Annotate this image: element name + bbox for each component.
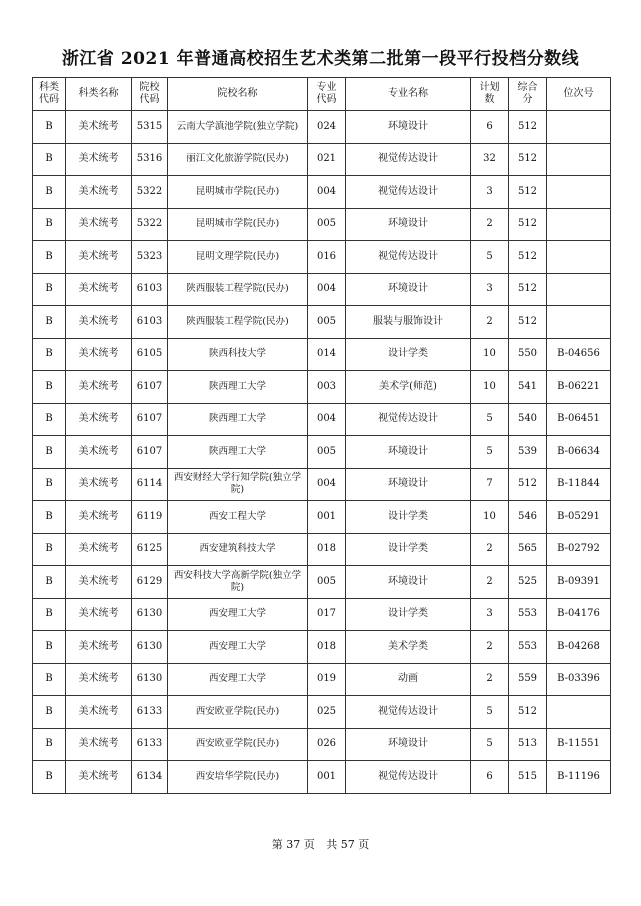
col-plan-count-cell: 2 bbox=[471, 533, 509, 566]
col-score-cell: 512 bbox=[509, 696, 547, 729]
col-category-name-cell: 美术统考 bbox=[66, 566, 132, 599]
col-plan-count-cell: 5 bbox=[471, 696, 509, 729]
table-row bbox=[33, 501, 611, 534]
col-school-name-cell: 丽江文化旅游学院(民办) bbox=[168, 143, 308, 176]
col-school-code-cell: 6103 bbox=[132, 273, 168, 306]
col-plan-count-cell: 32 bbox=[471, 143, 509, 176]
col-score-cell: 550 bbox=[509, 338, 547, 371]
col-score-cell: 512 bbox=[509, 468, 547, 501]
col-rank-cell: B-06221 bbox=[547, 371, 611, 404]
col-rank-cell: B-06451 bbox=[547, 403, 611, 436]
table-row bbox=[33, 241, 611, 274]
col-major-name-cell: 视觉传达设计 bbox=[346, 761, 471, 794]
col-category-code-cell: B bbox=[33, 338, 66, 371]
col-category-name-cell: 美术统考 bbox=[66, 241, 132, 274]
col-school-name-cell: 西安建筑科技大学 bbox=[168, 533, 308, 566]
col-plan-count-cell: 5 bbox=[471, 436, 509, 469]
col-score-cell: 553 bbox=[509, 598, 547, 631]
header-col-major-code: 专业 代码 bbox=[308, 78, 346, 111]
col-category-name-cell: 美术统考 bbox=[66, 403, 132, 436]
col-major-code-cell: 005 bbox=[308, 306, 346, 339]
col-major-code-cell: 004 bbox=[308, 176, 346, 209]
col-school-code-cell: 6133 bbox=[132, 696, 168, 729]
col-category-name-cell: 美术统考 bbox=[66, 761, 132, 794]
col-category-code-cell: B bbox=[33, 143, 66, 176]
table-row bbox=[33, 566, 611, 599]
col-plan-count-cell: 2 bbox=[471, 663, 509, 696]
col-school-name-cell: 陕西理工大学 bbox=[168, 371, 308, 404]
col-rank-cell: B-05291 bbox=[547, 501, 611, 534]
col-school-name-cell: 陕西理工大学 bbox=[168, 436, 308, 469]
col-school-code-cell: 6107 bbox=[132, 403, 168, 436]
table-row bbox=[33, 111, 611, 144]
col-rank-cell: B-09391 bbox=[547, 566, 611, 599]
col-school-name-cell: 西安理工大学 bbox=[168, 663, 308, 696]
col-score-cell: 539 bbox=[509, 436, 547, 469]
col-major-name-cell: 美术学(师范) bbox=[346, 371, 471, 404]
col-category-code-cell: B bbox=[33, 468, 66, 501]
table-row bbox=[33, 403, 611, 436]
col-major-name-cell: 环境设计 bbox=[346, 468, 471, 501]
col-category-code-cell: B bbox=[33, 598, 66, 631]
table-row bbox=[33, 631, 611, 664]
col-plan-count-cell: 3 bbox=[471, 273, 509, 306]
table-row bbox=[33, 338, 611, 371]
col-major-code-cell: 004 bbox=[308, 273, 346, 306]
col-school-code-cell: 6114 bbox=[132, 468, 168, 501]
col-plan-count-cell: 3 bbox=[471, 598, 509, 631]
col-category-code-cell: B bbox=[33, 761, 66, 794]
col-school-name-cell: 陕西科技大学 bbox=[168, 338, 308, 371]
col-major-code-cell: 018 bbox=[308, 533, 346, 566]
col-category-code-cell: B bbox=[33, 566, 66, 599]
col-category-name-cell: 美术统考 bbox=[66, 306, 132, 339]
col-rank-cell: B-04176 bbox=[547, 598, 611, 631]
col-major-code-cell: 017 bbox=[308, 598, 346, 631]
admission-score-table bbox=[32, 77, 611, 794]
col-plan-count-cell: 6 bbox=[471, 761, 509, 794]
col-category-code-cell: B bbox=[33, 501, 66, 534]
col-score-cell: 512 bbox=[509, 273, 547, 306]
col-school-code-cell: 5322 bbox=[132, 208, 168, 241]
col-major-code-cell: 019 bbox=[308, 663, 346, 696]
table-row bbox=[33, 761, 611, 794]
col-category-code-cell: B bbox=[33, 663, 66, 696]
col-score-cell: 512 bbox=[509, 241, 547, 274]
col-rank-cell bbox=[547, 143, 611, 176]
col-major-code-cell: 005 bbox=[308, 566, 346, 599]
col-rank-cell: B-02792 bbox=[547, 533, 611, 566]
col-category-name-cell: 美术统考 bbox=[66, 273, 132, 306]
col-category-code-cell: B bbox=[33, 728, 66, 761]
col-category-code-cell: B bbox=[33, 533, 66, 566]
col-category-code-cell: B bbox=[33, 306, 66, 339]
col-category-name-cell: 美术统考 bbox=[66, 598, 132, 631]
col-school-name-cell: 昆明城市学院(民办) bbox=[168, 176, 308, 209]
col-major-name-cell: 环境设计 bbox=[346, 728, 471, 761]
col-school-code-cell: 6107 bbox=[132, 371, 168, 404]
col-school-code-cell: 6103 bbox=[132, 306, 168, 339]
col-school-code-cell: 6129 bbox=[132, 566, 168, 599]
col-category-code-cell: B bbox=[33, 176, 66, 209]
col-plan-count-cell: 3 bbox=[471, 176, 509, 209]
table-body bbox=[33, 111, 611, 794]
col-category-name-cell: 美术统考 bbox=[66, 371, 132, 404]
col-score-cell: 553 bbox=[509, 631, 547, 664]
table-row bbox=[33, 663, 611, 696]
table-row bbox=[33, 306, 611, 339]
col-score-cell: 512 bbox=[509, 111, 547, 144]
col-plan-count-cell: 2 bbox=[471, 306, 509, 339]
col-score-cell: 515 bbox=[509, 761, 547, 794]
col-category-name-cell: 美术统考 bbox=[66, 143, 132, 176]
col-major-name-cell: 环境设计 bbox=[346, 436, 471, 469]
col-category-name-cell: 美术统考 bbox=[66, 208, 132, 241]
col-school-name-cell: 西安培华学院(民办) bbox=[168, 761, 308, 794]
col-school-name-cell: 陕西服装工程学院(民办) bbox=[168, 306, 308, 339]
col-category-code-cell: B bbox=[33, 436, 66, 469]
col-rank-cell bbox=[547, 111, 611, 144]
col-score-cell: 512 bbox=[509, 176, 547, 209]
col-school-code-cell: 5316 bbox=[132, 143, 168, 176]
col-rank-cell: B-11844 bbox=[547, 468, 611, 501]
col-school-name-cell: 昆明城市学院(民办) bbox=[168, 208, 308, 241]
col-plan-count-cell: 2 bbox=[471, 208, 509, 241]
col-major-name-cell: 服装与服饰设计 bbox=[346, 306, 471, 339]
col-school-code-cell: 6133 bbox=[132, 728, 168, 761]
col-school-name-cell: 陕西理工大学 bbox=[168, 403, 308, 436]
col-school-code-cell: 6107 bbox=[132, 436, 168, 469]
col-major-code-cell: 018 bbox=[308, 631, 346, 664]
col-plan-count-cell: 6 bbox=[471, 111, 509, 144]
col-rank-cell bbox=[547, 176, 611, 209]
col-school-name-cell: 云南大学滇池学院(独立学院) bbox=[168, 111, 308, 144]
table-row bbox=[33, 143, 611, 176]
col-school-name-cell: 陕西服装工程学院(民办) bbox=[168, 273, 308, 306]
page-footer bbox=[0, 836, 641, 852]
col-score-cell: 525 bbox=[509, 566, 547, 599]
col-major-name-cell: 设计学类 bbox=[346, 533, 471, 566]
col-school-name-cell: 西安欧亚学院(民办) bbox=[168, 728, 308, 761]
table-row bbox=[33, 468, 611, 501]
col-score-cell: 565 bbox=[509, 533, 547, 566]
col-school-name-cell: 西安理工大学 bbox=[168, 631, 308, 664]
col-rank-cell bbox=[547, 241, 611, 274]
col-plan-count-cell: 10 bbox=[471, 338, 509, 371]
col-school-code-cell: 5322 bbox=[132, 176, 168, 209]
col-category-code-cell: B bbox=[33, 111, 66, 144]
col-major-code-cell: 021 bbox=[308, 143, 346, 176]
col-score-cell: 513 bbox=[509, 728, 547, 761]
col-rank-cell bbox=[547, 306, 611, 339]
table-row bbox=[33, 533, 611, 566]
col-major-name-cell: 设计学类 bbox=[346, 598, 471, 631]
col-major-name-cell: 动画 bbox=[346, 663, 471, 696]
col-plan-count-cell: 5 bbox=[471, 241, 509, 274]
col-rank-cell: B-11551 bbox=[547, 728, 611, 761]
col-school-code-cell: 5315 bbox=[132, 111, 168, 144]
header-col-major-name: 专业名称 bbox=[346, 78, 471, 111]
table-header-row bbox=[33, 78, 611, 111]
col-school-name-cell: 西安科技大学高新学院(独立学院) bbox=[168, 566, 308, 599]
col-school-name-cell: 西安工程大学 bbox=[168, 501, 308, 534]
col-category-code-cell: B bbox=[33, 208, 66, 241]
col-school-name-cell: 西安财经大学行知学院(独立学院) bbox=[168, 468, 308, 501]
page-total: 共 57 页 bbox=[326, 838, 370, 851]
col-major-name-cell: 视觉传达设计 bbox=[346, 143, 471, 176]
col-score-cell: 512 bbox=[509, 306, 547, 339]
col-major-code-cell: 025 bbox=[308, 696, 346, 729]
col-major-code-cell: 026 bbox=[308, 728, 346, 761]
col-category-name-cell: 美术统考 bbox=[66, 663, 132, 696]
col-major-code-cell: 014 bbox=[308, 338, 346, 371]
col-plan-count-cell: 5 bbox=[471, 728, 509, 761]
col-rank-cell: B-04268 bbox=[547, 631, 611, 664]
col-plan-count-cell: 2 bbox=[471, 566, 509, 599]
col-score-cell: 541 bbox=[509, 371, 547, 404]
header-col-category-code: 科类 代码 bbox=[33, 78, 66, 111]
col-school-code-cell: 6105 bbox=[132, 338, 168, 371]
col-plan-count-cell: 5 bbox=[471, 403, 509, 436]
col-rank-cell bbox=[547, 696, 611, 729]
col-rank-cell bbox=[547, 273, 611, 306]
col-category-code-cell: B bbox=[33, 273, 66, 306]
col-major-code-cell: 004 bbox=[308, 403, 346, 436]
col-major-code-cell: 016 bbox=[308, 241, 346, 274]
col-score-cell: 546 bbox=[509, 501, 547, 534]
col-category-code-cell: B bbox=[33, 241, 66, 274]
col-school-code-cell: 6119 bbox=[132, 501, 168, 534]
col-major-code-cell: 005 bbox=[308, 436, 346, 469]
col-category-name-cell: 美术统考 bbox=[66, 501, 132, 534]
table-row bbox=[33, 728, 611, 761]
table-row bbox=[33, 436, 611, 469]
col-major-name-cell: 环境设计 bbox=[346, 273, 471, 306]
col-category-name-cell: 美术统考 bbox=[66, 533, 132, 566]
col-plan-count-cell: 2 bbox=[471, 631, 509, 664]
col-category-name-cell: 美术统考 bbox=[66, 468, 132, 501]
col-category-name-cell: 美术统考 bbox=[66, 631, 132, 664]
col-school-code-cell: 6130 bbox=[132, 598, 168, 631]
col-plan-count-cell: 10 bbox=[471, 371, 509, 404]
header-col-score: 综合 分 bbox=[509, 78, 547, 111]
header-col-rank: 位次号 bbox=[547, 78, 611, 111]
col-score-cell: 512 bbox=[509, 208, 547, 241]
col-school-code-cell: 6130 bbox=[132, 631, 168, 664]
col-category-code-cell: B bbox=[33, 631, 66, 664]
col-major-code-cell: 005 bbox=[308, 208, 346, 241]
col-category-name-cell: 美术统考 bbox=[66, 338, 132, 371]
col-major-name-cell: 环境设计 bbox=[346, 111, 471, 144]
col-major-name-cell: 视觉传达设计 bbox=[346, 696, 471, 729]
col-major-code-cell: 001 bbox=[308, 501, 346, 534]
header-col-category-name: 科类名称 bbox=[66, 78, 132, 111]
table-row bbox=[33, 273, 611, 306]
col-score-cell: 512 bbox=[509, 143, 547, 176]
col-category-code-cell: B bbox=[33, 403, 66, 436]
col-rank-cell bbox=[547, 208, 611, 241]
col-rank-cell: B-03396 bbox=[547, 663, 611, 696]
col-school-name-cell: 西安理工大学 bbox=[168, 598, 308, 631]
col-category-name-cell: 美术统考 bbox=[66, 728, 132, 761]
col-major-name-cell: 视觉传达设计 bbox=[346, 176, 471, 209]
col-category-code-cell: B bbox=[33, 371, 66, 404]
col-major-code-cell: 003 bbox=[308, 371, 346, 404]
page-number: 第 37 页 bbox=[271, 838, 315, 851]
col-major-code-cell: 024 bbox=[308, 111, 346, 144]
col-major-code-cell: 001 bbox=[308, 761, 346, 794]
col-school-code-cell: 6125 bbox=[132, 533, 168, 566]
col-plan-count-cell: 10 bbox=[471, 501, 509, 534]
col-major-name-cell: 美术学类 bbox=[346, 631, 471, 664]
col-school-code-cell: 6130 bbox=[132, 663, 168, 696]
col-rank-cell: B-04656 bbox=[547, 338, 611, 371]
table-row bbox=[33, 176, 611, 209]
col-major-code-cell: 004 bbox=[308, 468, 346, 501]
header-col-school-code: 院校 代码 bbox=[132, 78, 168, 111]
col-school-name-cell: 西安欧亚学院(民办) bbox=[168, 696, 308, 729]
col-school-code-cell: 5323 bbox=[132, 241, 168, 274]
col-score-cell: 540 bbox=[509, 403, 547, 436]
col-category-name-cell: 美术统考 bbox=[66, 176, 132, 209]
header-col-school-name: 院校名称 bbox=[168, 78, 308, 111]
header-col-plan-count: 计划 数 bbox=[471, 78, 509, 111]
col-major-name-cell: 环境设计 bbox=[346, 208, 471, 241]
table-row bbox=[33, 696, 611, 729]
table-row bbox=[33, 598, 611, 631]
col-school-name-cell: 昆明文理学院(民办) bbox=[168, 241, 308, 274]
col-rank-cell: B-06634 bbox=[547, 436, 611, 469]
table-row bbox=[33, 208, 611, 241]
col-school-code-cell: 6134 bbox=[132, 761, 168, 794]
col-major-name-cell: 设计学类 bbox=[346, 501, 471, 534]
col-category-name-cell: 美术统考 bbox=[66, 436, 132, 469]
page-title: 浙江省 2021 年普通高校招生艺术类第二批第一段平行投档分数线 bbox=[61, 49, 580, 69]
col-major-name-cell: 视觉传达设计 bbox=[346, 403, 471, 436]
table-row bbox=[33, 371, 611, 404]
col-category-name-cell: 美术统考 bbox=[66, 696, 132, 729]
col-score-cell: 559 bbox=[509, 663, 547, 696]
col-major-name-cell: 视觉传达设计 bbox=[346, 241, 471, 274]
col-major-name-cell: 环境设计 bbox=[346, 566, 471, 599]
col-category-code-cell: B bbox=[33, 696, 66, 729]
col-rank-cell: B-11196 bbox=[547, 761, 611, 794]
col-plan-count-cell: 7 bbox=[471, 468, 509, 501]
col-category-name-cell: 美术统考 bbox=[66, 111, 132, 144]
col-major-name-cell: 设计学类 bbox=[346, 338, 471, 371]
